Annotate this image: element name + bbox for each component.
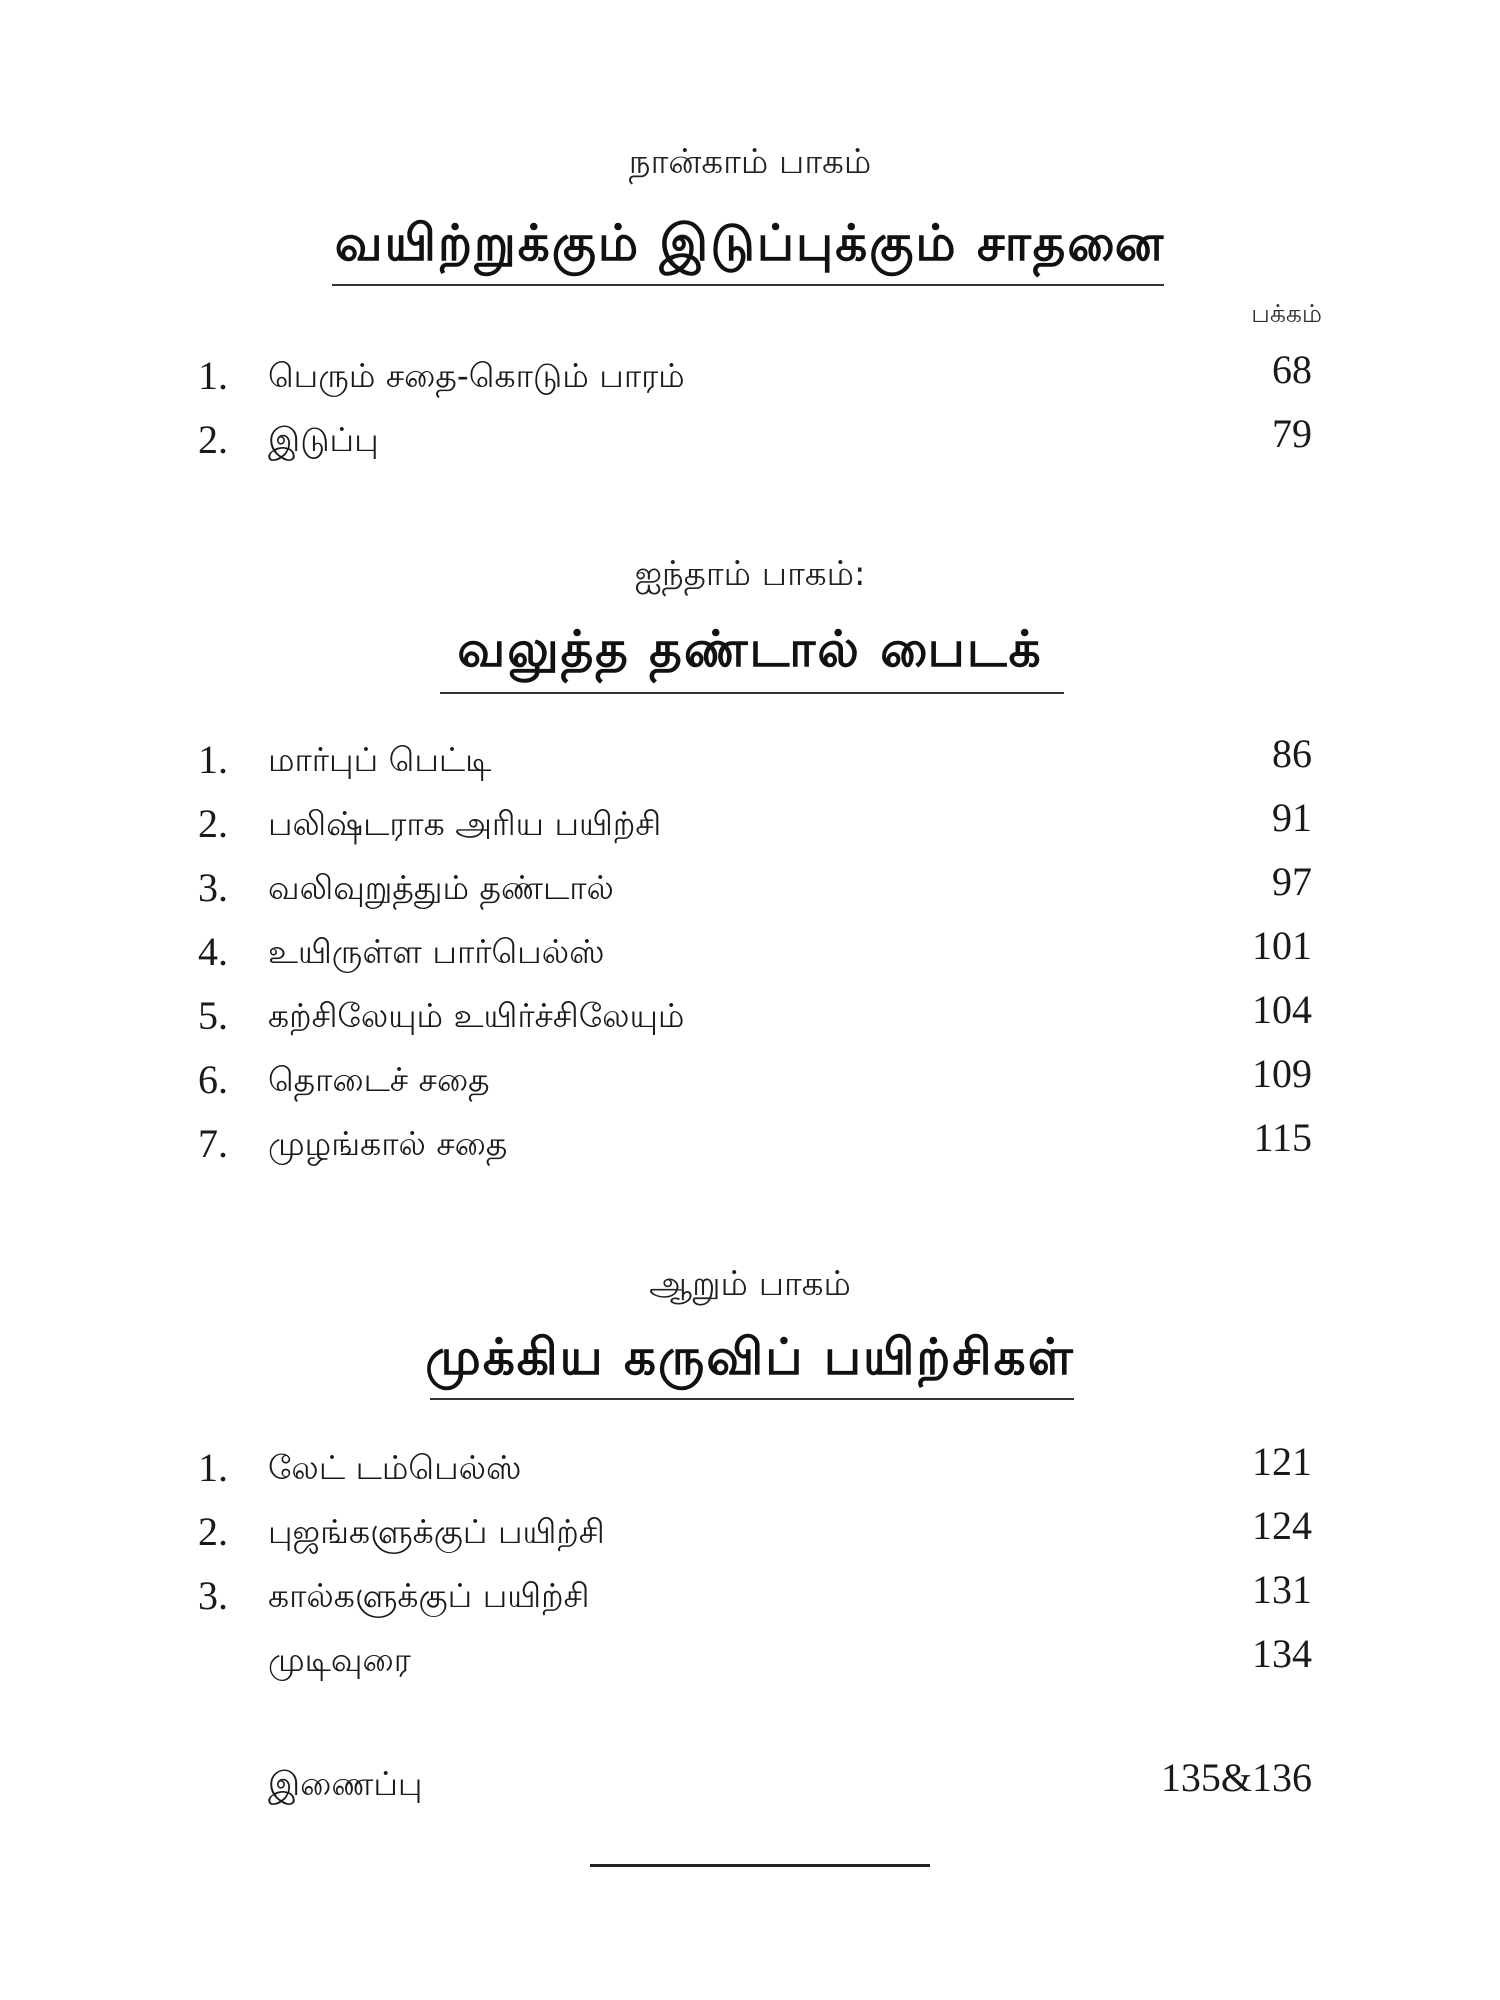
entry-title: தொடைச் சதை <box>268 1060 490 1099</box>
entry-title: இடுப்பு <box>268 420 379 459</box>
entry-title: மார்புப் பெட்டி <box>268 740 492 779</box>
entry-number: 4. <box>198 929 228 974</box>
appendix-entry[interactable] <box>0 1752 1500 1816</box>
entry-number: 1. <box>198 353 228 398</box>
toc-entry[interactable] <box>0 920 1500 984</box>
entry-number: 7. <box>198 1121 228 1166</box>
toc-entry[interactable] <box>0 344 1500 408</box>
toc-entry[interactable] <box>0 408 1500 472</box>
entry-number: 1. <box>198 737 228 782</box>
part-5-title: வலுத்த தண்டால் பைடக் <box>457 620 1043 678</box>
entry-title: முடிவுரை <box>268 1640 411 1679</box>
entry-title: பலிஷ்டராக அரிய பயிற்சி <box>268 804 662 843</box>
entry-page-number: 68 <box>1272 347 1312 392</box>
entry-number: 5. <box>198 993 228 1038</box>
entry-number: 2. <box>198 417 228 462</box>
entry-page-number: 109 <box>1252 1051 1312 1096</box>
entry-page-number: 101 <box>1252 923 1312 968</box>
entry-title: முழங்கால் சதை <box>268 1124 508 1163</box>
entry-page-number: 121 <box>1252 1439 1312 1484</box>
entry-page-number: 97 <box>1272 859 1312 904</box>
part-4-entries <box>0 344 1500 472</box>
appendix-title: இணைப்பு <box>268 1764 423 1803</box>
entry-number: 2. <box>198 1509 228 1554</box>
part-4-title: வயிற்றுக்கும் இடுப்புக்கும் சாதனை <box>334 214 1166 272</box>
toc-entry[interactable] <box>0 1564 1500 1628</box>
entry-page-number: 86 <box>1272 731 1312 776</box>
entry-page-number: 124 <box>1252 1503 1312 1548</box>
page-column-header: பக்கம் <box>1251 299 1322 328</box>
toc-entry[interactable] <box>0 1112 1500 1176</box>
toc-entry[interactable] <box>0 792 1500 856</box>
entry-number: 3. <box>198 865 228 910</box>
part-6-label: ஆறும் பாகம் <box>649 1264 851 1304</box>
entry-title: லேட் டம்பெல்ஸ் <box>268 1448 522 1487</box>
entry-page-number: 104 <box>1252 987 1312 1032</box>
end-divider <box>590 1864 930 1867</box>
entry-number: 3. <box>198 1573 228 1618</box>
entry-title: பெரும் சதை-கொடும் பாரம் <box>268 356 685 395</box>
toc-entry[interactable] <box>0 1048 1500 1112</box>
entry-title: கால்களுக்குப் பயிற்சி <box>268 1576 590 1615</box>
entry-page-number: 91 <box>1272 795 1312 840</box>
entry-number: 1. <box>198 1445 228 1490</box>
entry-title: உயிருள்ள பார்பெல்ஸ் <box>268 932 605 971</box>
entry-page-number: 134 <box>1252 1631 1312 1676</box>
toc-entry[interactable] <box>0 856 1500 920</box>
entry-page-number: 115 <box>1253 1115 1312 1160</box>
part-4-title-underline <box>332 284 1164 286</box>
appendix-entry-list <box>0 1752 1500 1816</box>
entry-title: கற்சிலேயும் உயிர்ச்சிலேயும் <box>268 996 685 1035</box>
toc-entry[interactable] <box>0 1628 1500 1692</box>
part-5-label: ஐந்தாம் பாகம்: <box>634 554 866 594</box>
entry-number: 6. <box>198 1057 228 1102</box>
part-4-label: நான்காம் பாகம் <box>628 142 872 182</box>
toc-entry[interactable] <box>0 984 1500 1048</box>
appendix-page-number: 135&136 <box>1160 1755 1312 1800</box>
toc-entry[interactable] <box>0 1500 1500 1564</box>
entry-title: வலிவுறுத்தும் தண்டால் <box>268 868 614 907</box>
part-5-entries <box>0 728 1500 1176</box>
entry-number: 2. <box>198 801 228 846</box>
entry-page-number: 79 <box>1272 411 1312 456</box>
part-6-title: முக்கிய கருவிப் பயிற்சிகள் <box>425 1328 1075 1386</box>
entry-page-number: 131 <box>1252 1567 1312 1612</box>
toc-entry[interactable] <box>0 1436 1500 1500</box>
part-6-title-underline <box>430 1398 1074 1400</box>
entry-title: புஜங்களுக்குப் பயிற்சி <box>268 1512 605 1551</box>
toc-entry[interactable] <box>0 728 1500 792</box>
part-6-entries <box>0 1436 1500 1692</box>
part-5-title-underline <box>440 692 1064 694</box>
